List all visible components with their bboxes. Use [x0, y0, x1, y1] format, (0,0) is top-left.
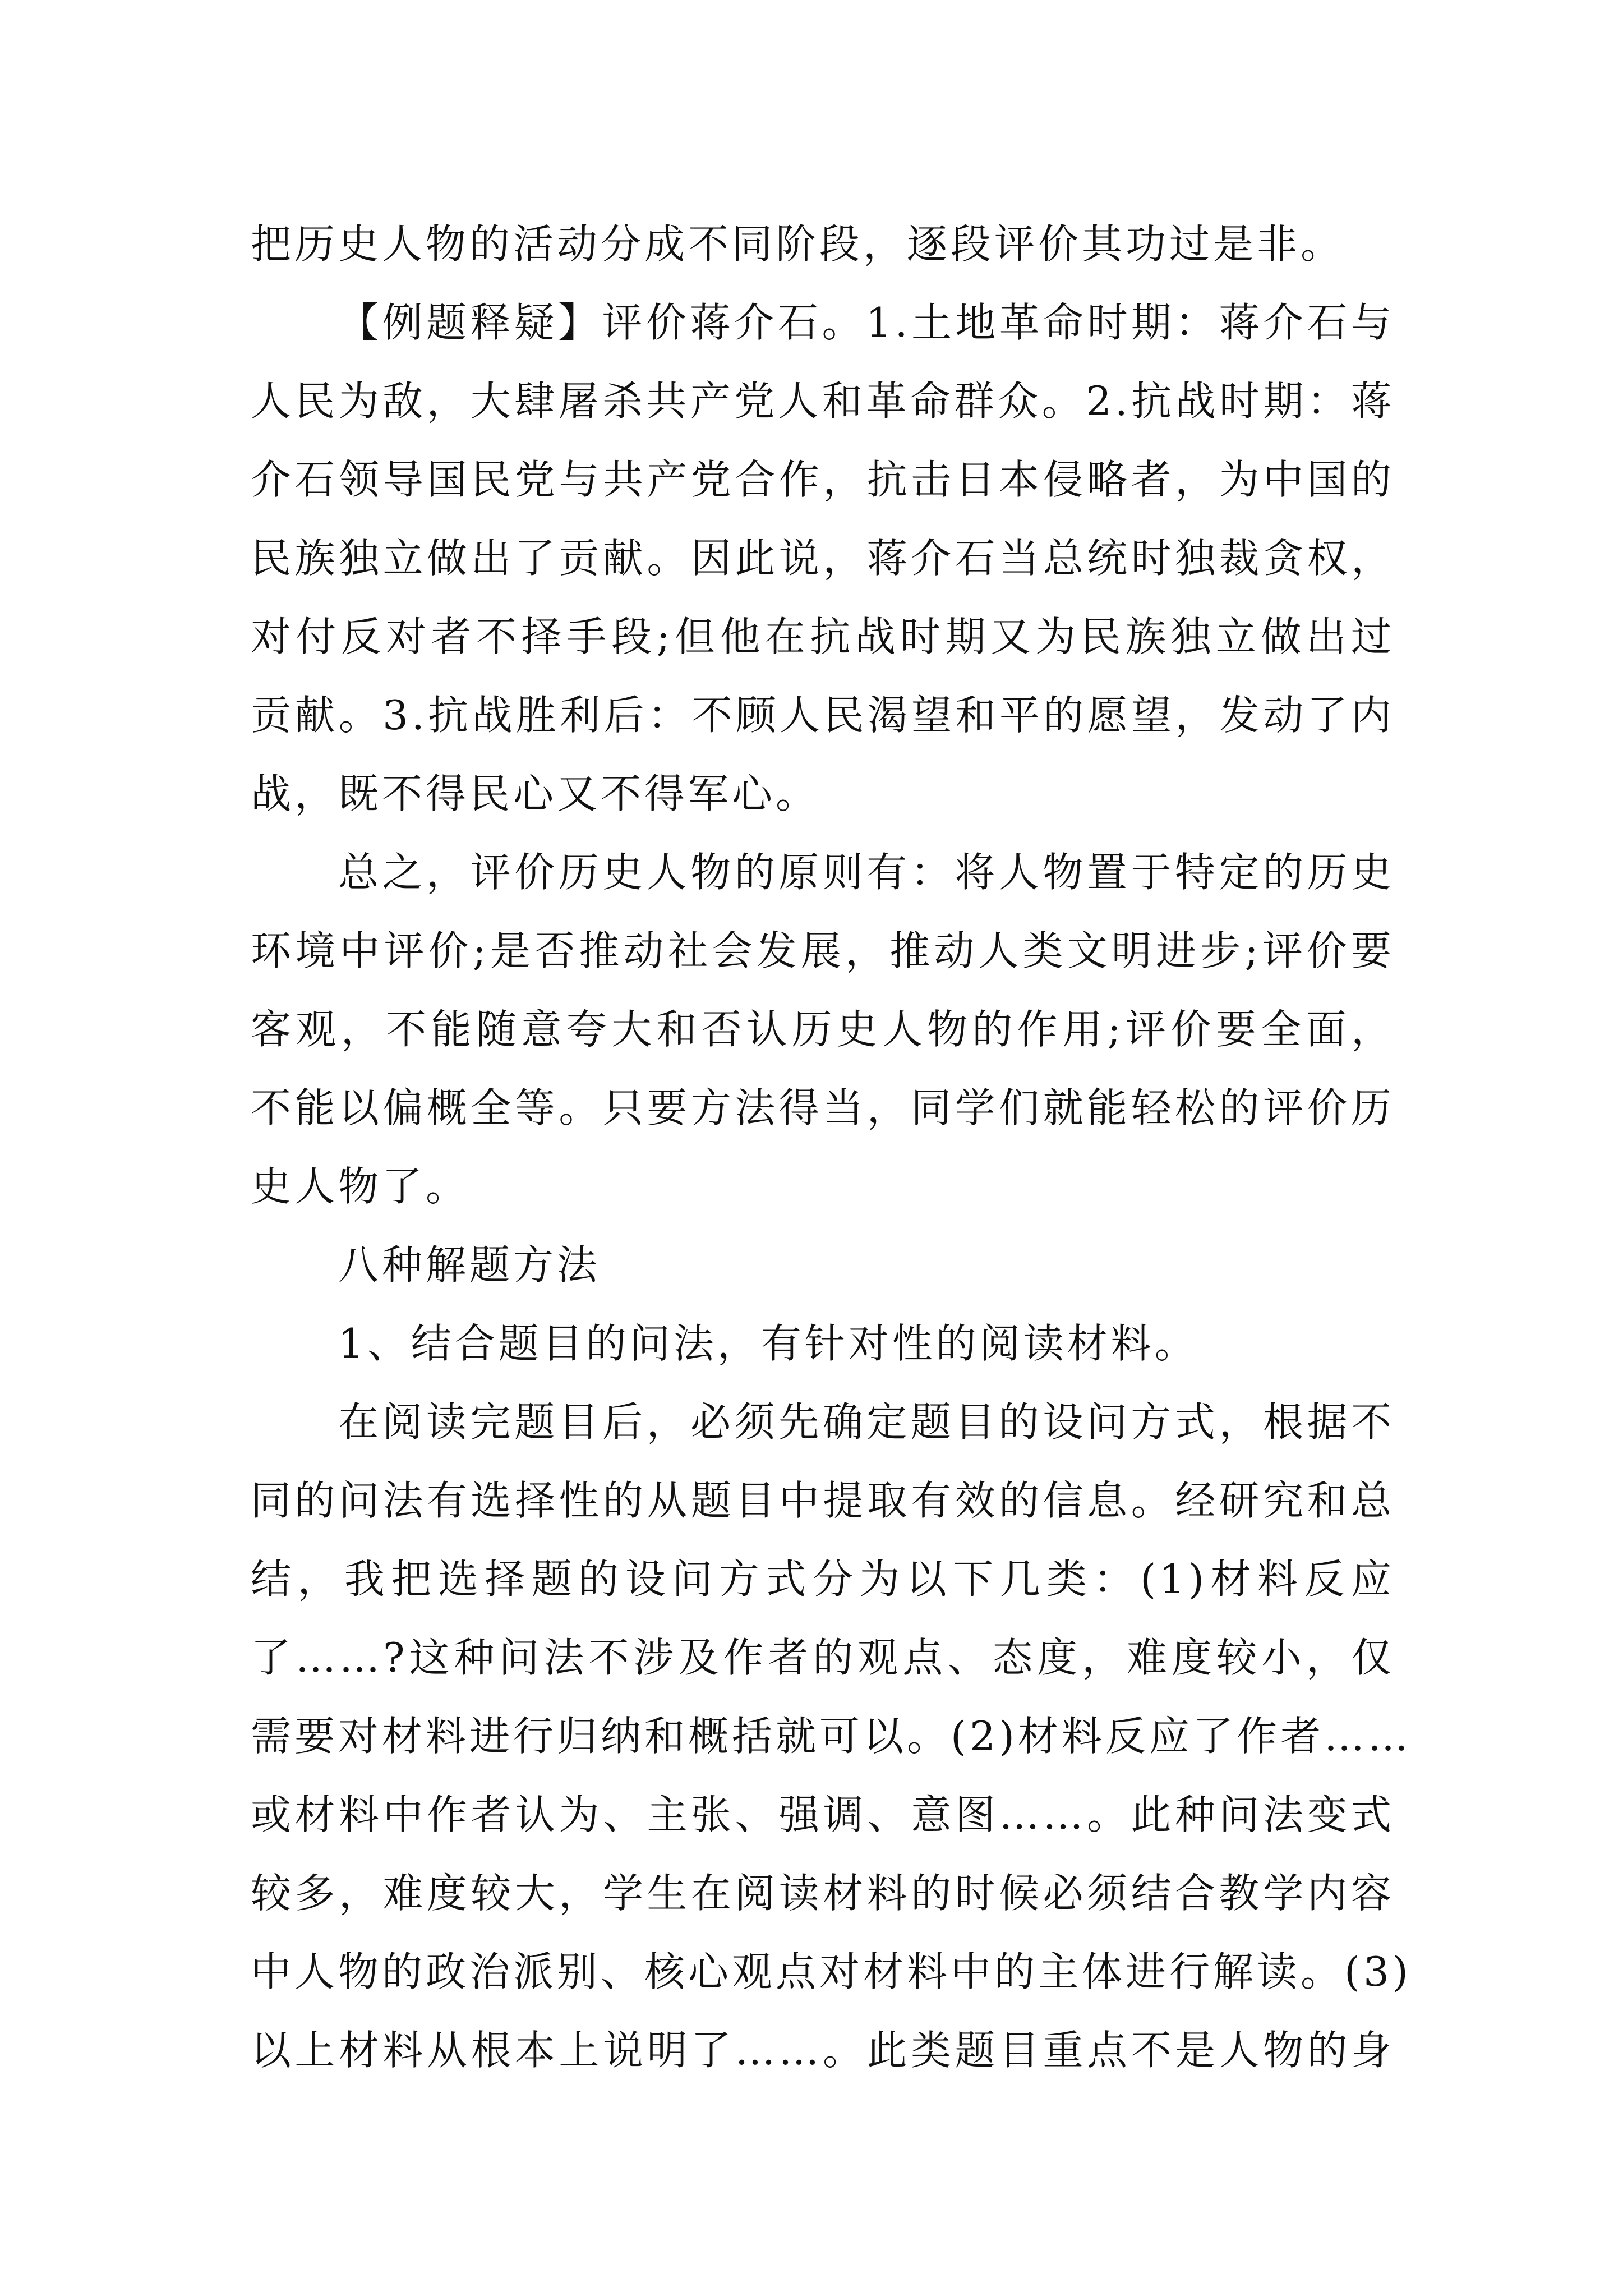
text-line: 在阅读完题目后，必须先确定题目的设问方式，根据不	[338, 1398, 1395, 1446]
text-line: 同的问法有选择性的从题目中提取有效的信息。经研究和总	[251, 1477, 1395, 1524]
text-line: 把历史人物的活动分成不同阶段，逐段评价其功过是非。	[251, 220, 1345, 268]
text-line: 较多，难度较大，学生在阅读材料的时候必须结合教学内容	[251, 1870, 1395, 1917]
text-line: 客观，不能随意夸大和否认历史人物的作用;评价要全面，	[251, 1006, 1395, 1053]
text-line: 了……?这种问法不涉及作者的观点、态度，难度较小，仅	[251, 1634, 1395, 1681]
text-line: 或材料中作者认为、主张、强调、意图……。此种问法变式	[251, 1791, 1395, 1838]
text-line: 战，既不得民心又不得军心。	[251, 770, 820, 817]
text-line: 人民为敌，大肆屠杀共产党人和革命群众。2.抗战时期：蒋	[251, 378, 1395, 425]
text-line: 民族独立做出了贡献。因此说，蒋介石当总统时独裁贪权，	[251, 535, 1395, 582]
text-line: 结，我把选择题的设问方式分为以下几类：(1)材料反应	[251, 1556, 1395, 1603]
text-line: 以上材料从根本上说明了……。此类题目重点不是人物的身	[251, 2027, 1395, 2074]
text-line: 贡献。3.抗战胜利后：不顾人民渴望和平的愿望，发动了内	[251, 692, 1395, 739]
text-line: 【例题释疑】评价蒋介石。1.土地革命时期：蒋介石与	[338, 299, 1395, 346]
method-heading: 1、结合题目的问法，有针对性的阅读材料。	[338, 1320, 1198, 1367]
text-line: 中人物的政治派别、核心观点对材料中的主体进行解读。(3)	[251, 1948, 1412, 1995]
text-line: 需要对材料进行归纳和概括就可以。(2)材料反应了作者……	[251, 1713, 1412, 1760]
text-line: 介石领导国民党与共产党合作，抗击日本侵略者，为中国的	[251, 456, 1395, 503]
text-line: 史人物了。	[251, 1163, 470, 1210]
text-line: 不能以偏概全等。只要方法得当，同学们就能轻松的评价历	[251, 1084, 1395, 1131]
section-heading: 八种解题方法	[338, 1241, 601, 1289]
text-line: 对付反对者不择手段;但他在抗战时期又为民族独立做出过	[251, 613, 1395, 660]
text-line: 环境中评价;是否推动社会发展，推动人类文明进步;评价要	[251, 927, 1395, 974]
text-line: 总之，评价历史人物的原则有：将人物置于特定的历史	[338, 849, 1395, 896]
